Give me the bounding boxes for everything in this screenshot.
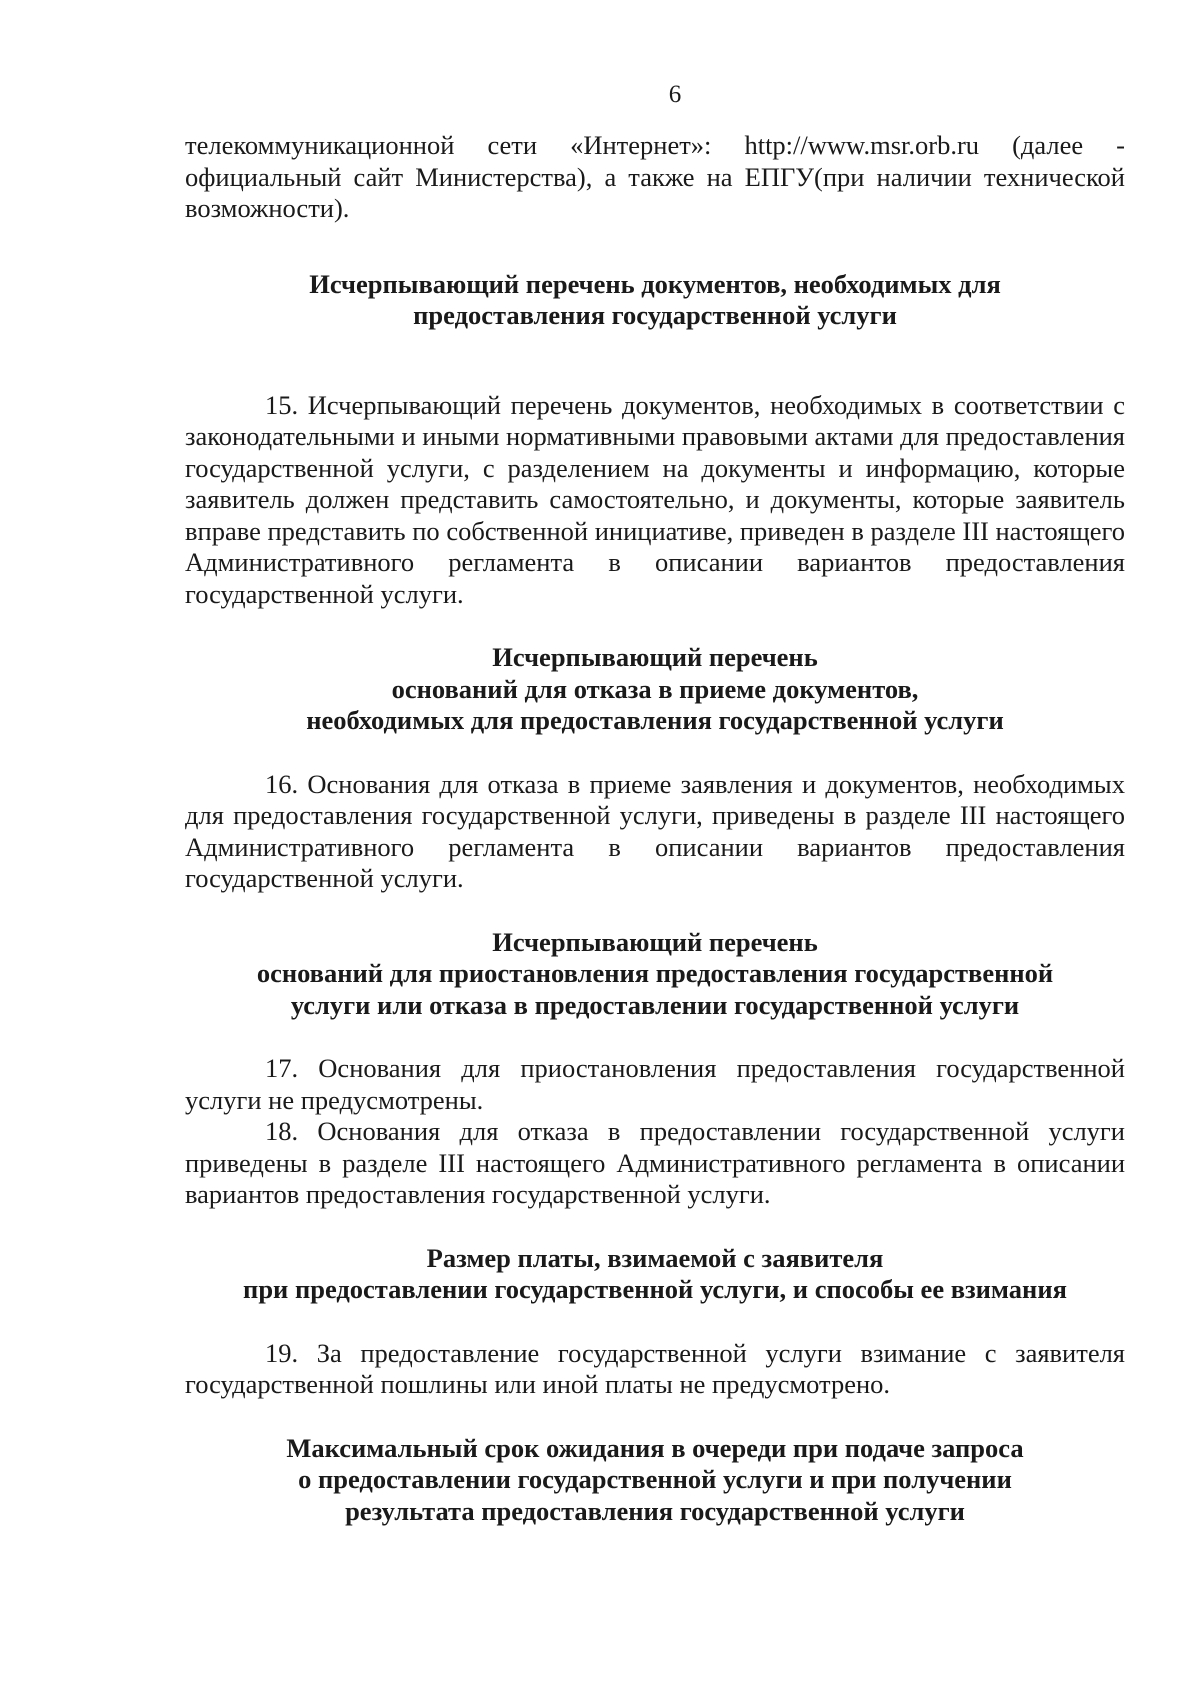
section-heading-documents-list: Исчерпывающий перечень документов, необходимых для предоставления государственной услуги xyxy=(309,268,1001,330)
section-heading-refusal-acceptance: Исчерпывающий перечень оснований для отказа в приеме документов, необходимых для предоставления государственной услуги xyxy=(306,642,1004,735)
section-heading-fee: Размер платы, взимаемой с заявителя при предоставлении государственной услуги, и способы ее взимания xyxy=(243,1242,1067,1304)
paragraph-19: 19. За предоставление государственной услуги взимание с заявителя государственной пошлины или иной платы не предусмотрено. xyxy=(185,1337,1125,1399)
intro-paragraph: телекоммуникационной сети «Интернет»: http://www.msr.orb.ru (далее - официальный сайт Министерства), а также на ЕПГУ(при наличии технической возможности). xyxy=(185,130,1125,223)
paragraph-16: 16. Основания для отказа в приеме заявления и документов, необходимых для предоставления государственной услуги, приведены в разделе III настоящего Административного регламента в описании вариантов предоставления государственной услуги. xyxy=(185,768,1125,893)
section-heading-queue-time: Максимальный срок ожидания в очереди при подаче запроса о предоставлении государственной услуги и при получении результата предоставления государственной услуги xyxy=(286,1432,1024,1526)
page-number: 6 xyxy=(668,81,682,108)
section-heading-suspension-refusal: Исчерпывающий перечень оснований для приостановления предоставления государственной услуги или отказа в предоставлении государственной услуги xyxy=(256,926,1054,1020)
paragraph-18: 18. Основания для отказа в предоставлении государственной услуги приведены в разделе III настоящего Административного регламента в описании вариантов предоставления государственной услуги. xyxy=(185,1116,1125,1209)
paragraph-17: 17. Основания для приостановления предоставления государственной услуги не предусмотрены. xyxy=(185,1053,1125,1115)
document-body xyxy=(185,130,1125,1527)
paragraph-15: 15. Исчерпывающий перечень документов, необходимых в соответствии с законодательными и иными нормативными правовыми актами для предоставления государственной услуги, с разделением на документы и информацию, которые заявитель должен представить самостоятельно, и документы, которые заявитель вправе представить по собственной инициативе, приведен в разделе III настоящего Административного регламента в описании вариантов предоставления государственной услуги. xyxy=(185,389,1125,609)
